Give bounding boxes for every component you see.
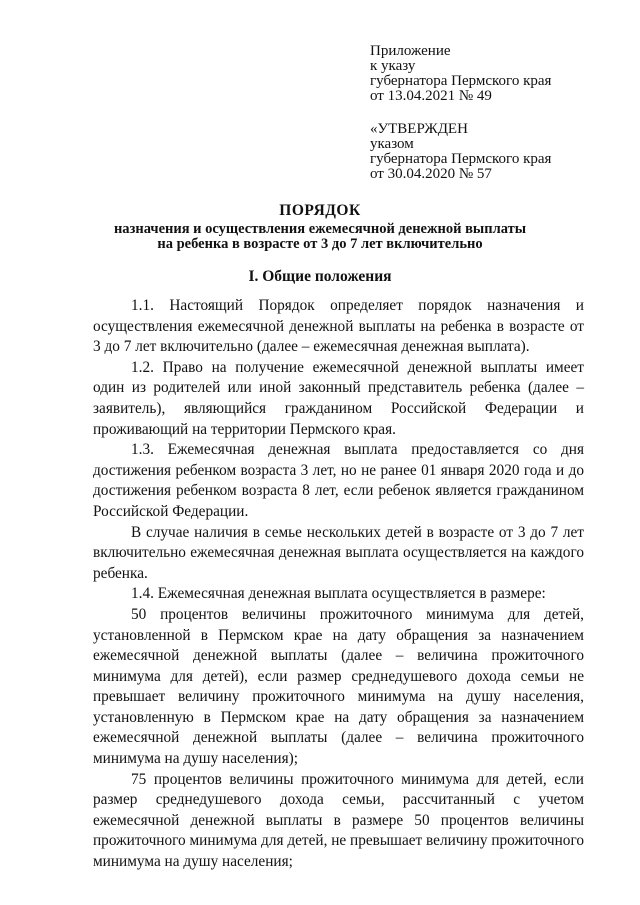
- appendix-line-2: к указу: [370, 58, 416, 74]
- paragraph-1-1: 1.1. Настоящий Порядок определяет порядок назначения и осуществления ежемесячной денежной выплаты на ребенка в возрасте от 3 до 7 лет включительно (далее – ежемесячная денежная выплата).: [93, 297, 584, 356]
- section-heading: I. Общие положения: [248, 268, 392, 285]
- paragraph-1-2: 1.2. Право на получение ежемесячной денежной выплаты имеет один из родителей или иной законный представитель ребенка (далее – заявитель), являющийся гражданином Российской Федерации и проживающий на территории Пермского края.: [93, 358, 584, 438]
- appendix-block: [370, 44, 551, 104]
- paragraph-1-4: 1.4. Ежемесячная денежная выплата осуществляется в размере:: [131, 585, 546, 603]
- paragraph-75-percent: 75 процентов величины прожиточного минимума для детей, если размер среднедушевого дохода семьи, рассчитанный с учетом ежемесячной денежной выплаты в размере 50 процентов величины прожиточного минимума для детей, не превышает величину прожиточного минимума на душу населения;: [93, 770, 584, 871]
- approval-line-4: от 30.04.2020 № 57: [370, 166, 492, 182]
- document-body: [93, 296, 584, 873]
- subtitle-line-1: назначения и осуществления ежемесячной денежной выплаты: [113, 221, 527, 237]
- appendix-line-3: губернатора Пермского края: [370, 73, 552, 89]
- approval-block: [370, 122, 551, 182]
- paragraph-1-3: 1.3. Ежемесячная денежная выплата предоставляется со дня достижения ребенком возраста 3 лет, но не ранее 01 января 2020 года и до достижения ребенком возраста 8 лет, если ребенок является гражданином Российской Федерации.: [93, 441, 584, 520]
- appendix-line-1: Приложение: [370, 43, 451, 59]
- approval-line-3: губернатора Пермского края: [370, 151, 552, 167]
- subtitle-line-2: на ребенка в возрасте от 3 до 7 лет включительно: [157, 236, 483, 252]
- approval-line-1: «УТВЕРЖДЕН: [370, 121, 468, 137]
- approval-line-2: указом: [370, 136, 414, 152]
- paragraph-50-percent: 50 процентов величины прожиточного минимума для детей, установленной в Пермском крае на дату обращения за назначением ежемесячной денежной выплаты (далее – величина прожиточного минимума для детей), если размер среднедушевого дохода семьи не превышает величину прожиточного минимума на душу населения, установленную в Пермском крае на дату обращения за назначением ежемесячной денежной выплаты (далее – величина прожиточного минимума на душу населения);: [93, 605, 584, 768]
- document-title: ПОРЯДОК: [279, 202, 361, 219]
- paragraph-multiple-children: В случае наличия в семье нескольких детей в возрасте от 3 до 7 лет включительно ежемесячная денежная выплата осуществляется на каждого ребенка.: [93, 523, 584, 582]
- appendix-line-4: от 13.04.2021 № 49: [370, 88, 492, 104]
- document-subtitle: [0, 222, 640, 252]
